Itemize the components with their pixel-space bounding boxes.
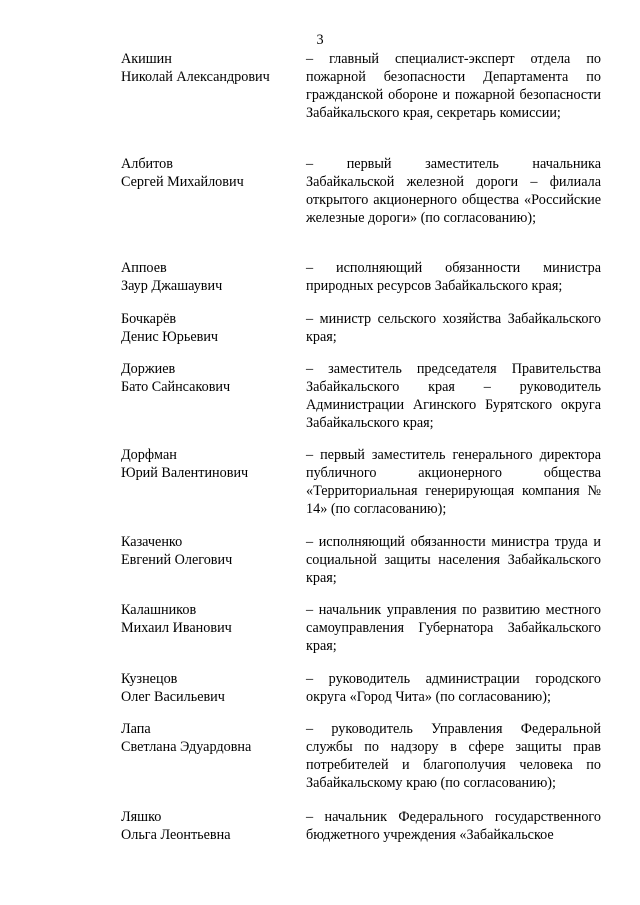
- member-name: [121, 259, 296, 295]
- member-position: – главный специалист-эксперт отдела по пожарной безопасности Департамента по гражданской обороне и пожарной безопасности Забайкальского края, секретарь комиссии;: [306, 51, 601, 121]
- member-given-names: Николай Александрович: [121, 69, 270, 85]
- member-given-names: Ольга Леонтьевна: [121, 827, 231, 843]
- member-given-names: Евгений Олегович: [121, 552, 233, 568]
- member-name: [121, 808, 296, 844]
- member-surname: Акишин: [121, 51, 172, 67]
- member-position: – первый заместитель начальника Забайкальской железной дороги – филиала открытого акционерного общества «Российские железные дороги» (по согласованию);: [306, 156, 601, 226]
- member-position: – первый заместитель генерального директора публичного акционерного общества «Территориальная генерирующая компания № 14» (по согласованию);: [306, 447, 601, 517]
- member-given-names: Олег Васильевич: [121, 689, 225, 705]
- member-position: – руководитель администрации городского округа «Город Чита» (по согласованию);: [306, 671, 601, 705]
- member-name: [121, 670, 296, 706]
- member-surname: Кузнецов: [121, 671, 178, 687]
- member-surname: Бочкарёв: [121, 311, 177, 327]
- member-position: – начальник Федерального государственного бюджетного учреждения «Забайкальское: [306, 809, 601, 843]
- member-name: [121, 601, 296, 637]
- page-number: 3: [316, 32, 324, 48]
- member-given-names: Заур Джашаувич: [121, 278, 223, 294]
- member-given-names: Сергей Михайлович: [121, 174, 244, 190]
- member-name: [121, 446, 296, 482]
- member-given-names: Бато Сайнсакович: [121, 379, 231, 395]
- member-given-names: Юрий Валентинович: [121, 465, 249, 481]
- member-surname: Калашников: [121, 602, 197, 618]
- member-name: [121, 310, 296, 346]
- member-given-names: Светлана Эдуардовна: [121, 739, 252, 755]
- member-surname: Дорфман: [121, 447, 177, 463]
- member-surname: Лапа: [121, 721, 151, 737]
- member-name: [121, 155, 296, 191]
- member-name: [121, 360, 296, 396]
- member-name: [121, 50, 296, 86]
- member-name: [121, 720, 296, 756]
- member-name: [121, 533, 296, 569]
- member-surname: Аппоев: [121, 260, 167, 276]
- member-position: – исполняющий обязанности министра труда и социальной защиты населения Забайкальского края;: [306, 534, 601, 586]
- member-surname: Албитов: [121, 156, 173, 172]
- member-surname: Доржиев: [121, 361, 176, 377]
- member-given-names: Михаил Иванович: [121, 620, 232, 636]
- member-position: – начальник управления по развитию местного самоуправления Губернатора Забайкальского края;: [306, 602, 601, 654]
- member-surname: Казаченко: [121, 534, 183, 550]
- member-position: – исполняющий обязанности министра природных ресурсов Забайкальского края;: [306, 260, 601, 294]
- member-position: – руководитель Управления Федеральной службы по надзору в сфере защиты прав потребителей и благополучия человека по Забайкальскому краю (по согласованию);: [306, 721, 601, 791]
- member-position: – министр сельского хозяйства Забайкальского края;: [306, 311, 601, 345]
- member-given-names: Денис Юрьевич: [121, 329, 219, 345]
- member-surname: Ляшко: [121, 809, 162, 825]
- member-position: – заместитель председателя Правительства Забайкальского края – руководитель Администрации Агинского Бурятского округа Забайкальского края;: [306, 361, 601, 431]
